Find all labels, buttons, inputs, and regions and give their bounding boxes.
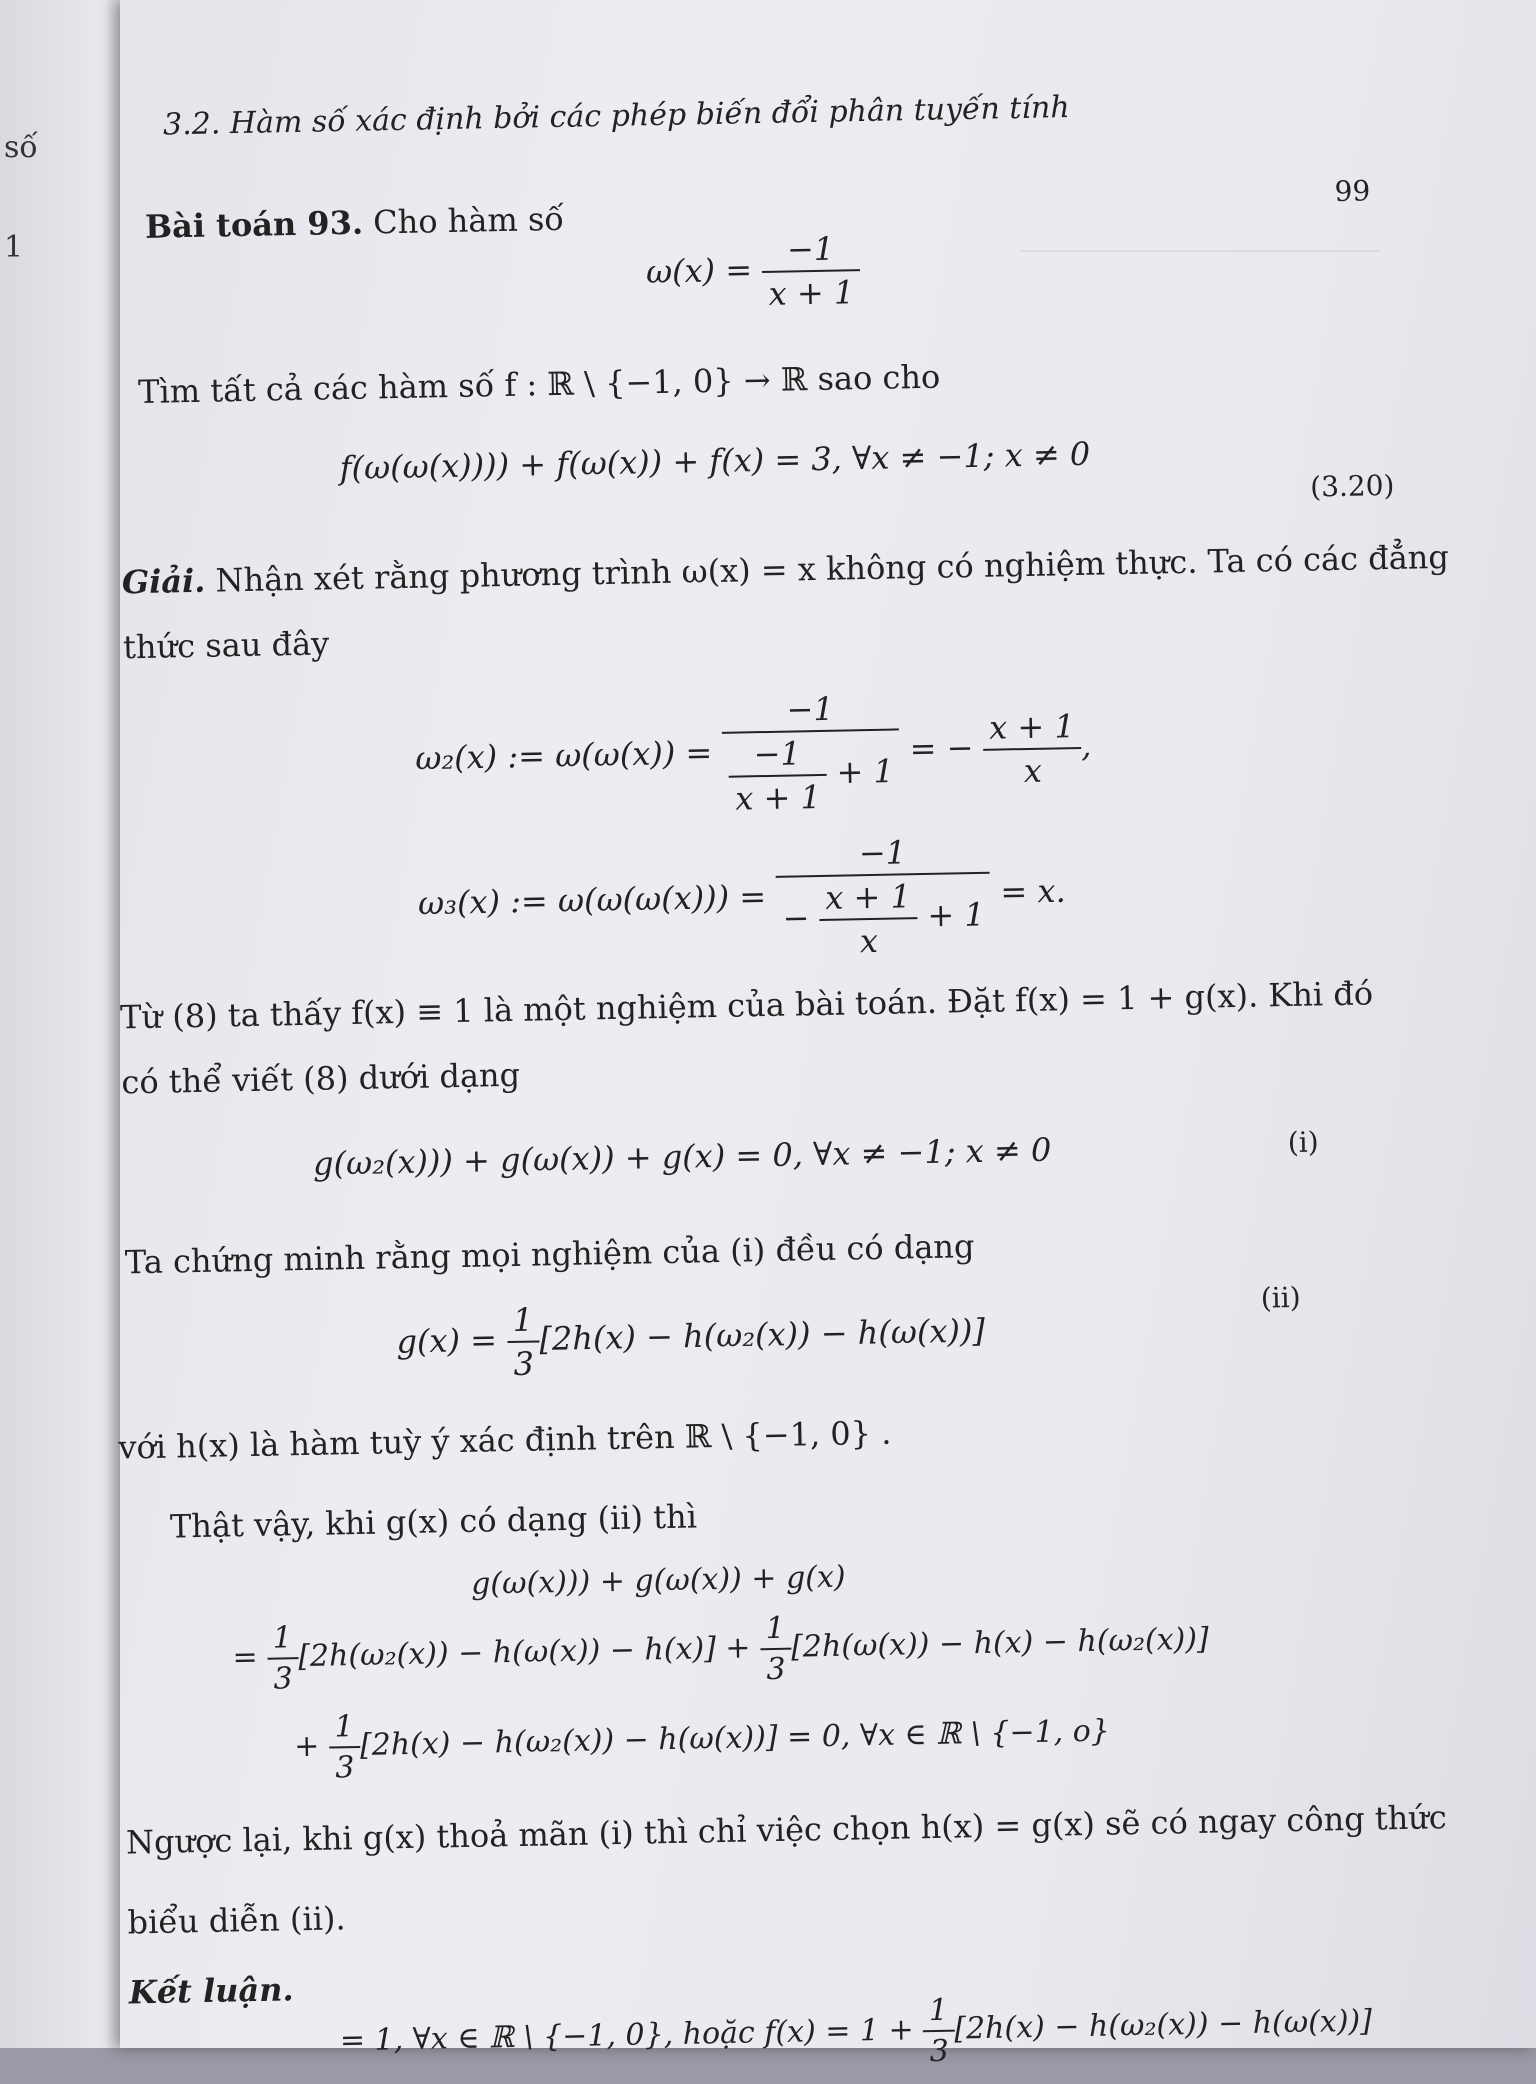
equation-ii-tag: (ii) [1260, 1280, 1301, 1315]
equation-ii-denominator: 3 [513, 1344, 535, 1383]
left-page-fragment: số [4, 130, 38, 165]
problem-intro: Cho hàm số [372, 199, 565, 242]
omega3-lhs: ω₃(x) := ω(ω(ω(x))) = [417, 877, 767, 923]
omega3-inner-denominator: x [859, 921, 879, 961]
equation-ii-numerator: 1 [506, 1300, 539, 1343]
paragraph-2: Ta chứng minh rằng mọi nghiệm của (i) đều có dạng [124, 1227, 975, 1282]
paragraph-4: Thật vậy, khi g(x) có dạng (ii) thì [169, 1497, 698, 1546]
omega3-minus: − [782, 898, 810, 938]
sum-fraction-c [328, 1709, 361, 1786]
book-page [118, 0, 1536, 2070]
page-content [101, 0, 1536, 2070]
sum-fraction-a [267, 1620, 300, 1697]
solution-label: Giải. [121, 561, 206, 602]
omega3-plus-one: + 1 [927, 895, 986, 935]
omega-numerator: −1 [761, 229, 859, 273]
sum-equals: = [232, 1639, 258, 1676]
conclusion-label: Kết luận. [128, 1970, 294, 2012]
sum-line-3 [294, 1695, 1111, 1787]
paragraph-3: với h(x) là hàm tuỳ ý xác định trên ℝ \ {−1, 0} . [118, 1413, 892, 1467]
equation-i-tag: (i) [1287, 1125, 1319, 1160]
sum-line-1: g(ω(x))) + g(ω(x)) + g(x) [470, 1559, 846, 1602]
omega2-numerator: −1 [721, 688, 899, 733]
sum-fraction-b-den: 3 [766, 1651, 786, 1688]
paragraph-1-line-2: có thể viết (8) dưới dạng [121, 1055, 521, 1102]
section-header: 3.2. Hàm số xác định bởi các phép biến đổi phân tuyến tính [162, 90, 1070, 143]
omega3-denominator [776, 874, 992, 962]
equation-ii [396, 1292, 986, 1385]
omega2-plus-one: + 1 [836, 752, 895, 792]
sum-fraction-c-den: 3 [335, 1750, 355, 1786]
omega2-result-numerator: x + 1 [983, 707, 1081, 751]
equation-ii-rhs: [2h(x) − h(ω₂(x)) − h(ω(x))] [539, 1311, 986, 1358]
equation-i: g(ω₂(x))) + g(ω(x)) + g(x) = 0, ∀x ≠ −1; x ≠ 0 [312, 1130, 1052, 1183]
omega2-inner-fraction [728, 734, 827, 818]
sum-term-2: [2h(ω(x)) − h(x) − h(ω₂(x))] [790, 1621, 1210, 1665]
omega3-result: = x. [1000, 871, 1067, 912]
omega-denominator: x + 1 [768, 273, 855, 313]
sum-fraction-b [759, 1611, 792, 1688]
omega2-inner-numerator: −1 [728, 734, 826, 778]
solution-text: Nhận xét rằng phương trình ω(x) = x không có nghiệm thực. Ta có các đẳng [215, 537, 1450, 600]
conclusion-part-c: [2h(x) − h(ω₂(x)) − h(ω(x))] [953, 2003, 1373, 2047]
sum-line-2 [232, 1603, 1210, 1698]
sum-plus: + [293, 1728, 320, 1765]
left-page-fragment: 1 [4, 230, 24, 265]
solution-line-1 [121, 538, 1449, 602]
paragraph-1-line-1: Từ (8) ta thấy f(x) ≡ 1 là một nghiệm của bài toán. Đặt f(x) = 1 + g(x). Khi đó [119, 974, 1374, 1037]
conclusion-line [339, 1985, 1372, 2081]
omega3-numerator: −1 [775, 832, 990, 878]
omega2-fraction [721, 688, 900, 817]
paragraph-5-line-1: Ngược lại, khi g(x) thoả mãn (i) thì chỉ việc chọn h(x) = g(x) sẽ có ngay công thức [125, 1798, 1448, 1862]
omega3-inner-fraction [819, 877, 918, 961]
solution-line-2: thức sau đây [122, 624, 330, 667]
omega2-result-fraction [983, 707, 1082, 791]
problem-title: Bài toán 93. [144, 203, 364, 246]
sum-fraction-a-den: 3 [273, 1661, 294, 1697]
omega-definition [645, 229, 860, 315]
omega-lhs: ω(x) = [645, 250, 753, 291]
equation-ii-fraction [506, 1300, 540, 1383]
sum-fraction-b-num: 1 [759, 1611, 791, 1651]
sum-term-3: [2h(x) − h(ω₂(x)) − h(ω(x))] = 0, ∀x ∈ ℝ \ {−1, o} [359, 1713, 1111, 1763]
omega2-denominator [722, 730, 901, 817]
conclusion-part-a: = 1, ∀x ∈ ℝ \ {−1, 0}, hoặc [339, 2015, 756, 2059]
problem-heading [145, 200, 565, 246]
omega2-equals: = − [909, 728, 974, 768]
sum-term-1: [2h(ω₂(x)) − h(ω(x)) − h(x)] + [297, 1630, 751, 1675]
functional-equation: f(ω(ω(x)))) + f(ω(x)) + f(x) = 3, ∀x ≠ −1; x ≠ 0 [339, 434, 1091, 488]
equation-tag: (3.20) [1309, 468, 1395, 504]
omega2-definition [414, 685, 1092, 824]
omega2-comma: , [1080, 726, 1092, 765]
omega3-fraction [775, 832, 991, 962]
omega-fraction [761, 229, 860, 313]
omega2-inner-denominator: x + 1 [734, 777, 822, 818]
conclusion-part-b: f(x) = 1 + [763, 2012, 915, 2051]
equation-ii-lhs: g(x) = [396, 1320, 498, 1361]
omega3-definition [417, 830, 1067, 968]
conclusion-fraction [923, 1993, 956, 2070]
sum-fraction-c-num: 1 [328, 1709, 360, 1749]
problem-statement: Tìm tất cả các hàm số f : ℝ \ {−1, 0} → ℝ sao cho [137, 357, 941, 411]
sum-fraction-a-num: 1 [267, 1620, 299, 1660]
omega3-inner-numerator: x + 1 [819, 877, 917, 921]
omega2-lhs: ω₂(x) := ω(ω(x)) = [414, 733, 713, 778]
omega2-result-denominator: x [1023, 751, 1043, 791]
conclusion-denominator: 3 [929, 2033, 950, 2070]
conclusion-numerator: 1 [923, 1993, 955, 2033]
page-number: 99 [1334, 174, 1371, 208]
paragraph-5-line-2: biểu diễn (ii). [127, 1899, 346, 1942]
